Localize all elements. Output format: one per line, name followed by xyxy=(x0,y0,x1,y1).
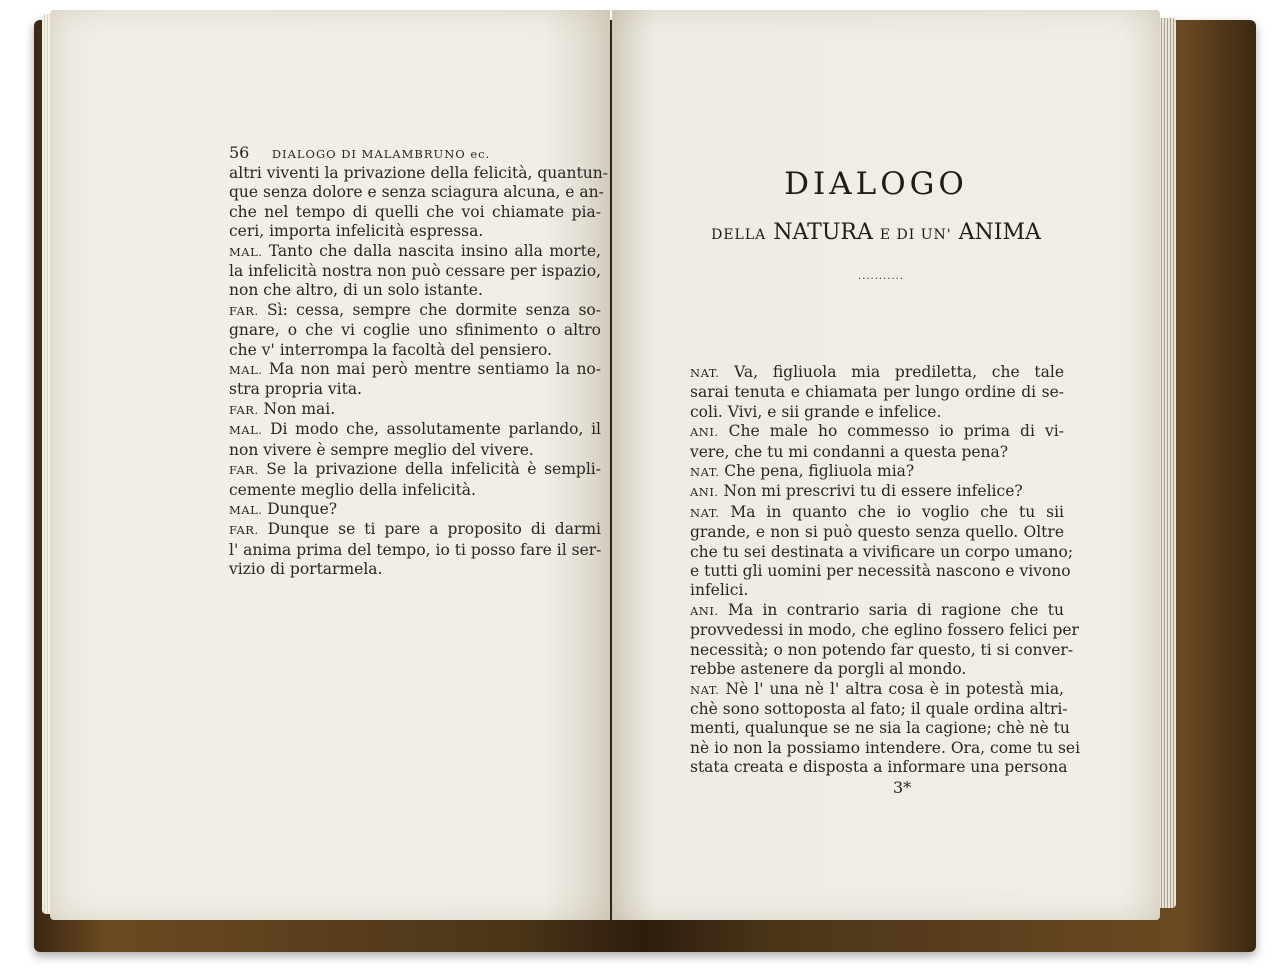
left-page-line xyxy=(229,341,601,360)
subtitle-word-2: NATURA xyxy=(773,220,873,245)
left-page-line xyxy=(229,203,601,222)
line-text: Ma in quanto che io voglio che tu sii xyxy=(719,502,1064,521)
right-page-line xyxy=(690,462,1064,482)
speaker-label: FAR. xyxy=(229,402,259,417)
line-text: sarai tenuta e chiamata per lungo ordine di se- xyxy=(690,383,1064,402)
left-page-line xyxy=(229,222,601,241)
right-page-line xyxy=(690,422,1064,442)
left-page-line xyxy=(229,460,601,480)
left-page-line xyxy=(229,281,601,300)
speaker-label: MAL. xyxy=(229,502,263,517)
speaker-label: MAL. xyxy=(229,423,263,438)
line-text: rebbe astenere da porgli al mondo. xyxy=(690,660,967,679)
line-text: provvedessi in modo, che eglino fossero felici per xyxy=(690,621,1079,640)
speaker-label: NAT. xyxy=(690,366,720,380)
left-page-line xyxy=(229,360,601,380)
line-text: Dunque? xyxy=(262,499,338,518)
speaker-label: ANI. xyxy=(690,603,719,618)
line-text: l' anima prima del tempo, io ti posso fare il ser- xyxy=(229,540,602,559)
left-page-line xyxy=(229,420,601,440)
right-page-line xyxy=(690,542,1074,562)
left-page-line xyxy=(229,541,601,560)
line-text: Ma non mai però mentre sentiamo la no- xyxy=(262,360,601,379)
line-text: stra propria vita. xyxy=(229,380,362,399)
line-text: gnare, o che vi coglie uno sfinimento o altro xyxy=(229,321,601,340)
left-page-line xyxy=(229,183,604,202)
right-page-line xyxy=(690,443,1064,462)
right-page-line xyxy=(690,758,1068,777)
line-text: non che altro, di un solo istante. xyxy=(229,281,483,300)
right-page-line xyxy=(690,680,1064,700)
right-page-line xyxy=(690,738,1081,758)
speaker-label: MAL. xyxy=(229,363,263,378)
line-text: vizio di portarmela. xyxy=(229,560,383,579)
right-page-line xyxy=(690,699,1068,719)
line-text: ceri, importa infelicità espressa. xyxy=(229,222,484,241)
speaker-label: FAR. xyxy=(229,463,259,478)
line-text: Di modo che, assolutamente parlando, il xyxy=(262,420,601,439)
speaker-label: FAR. xyxy=(229,303,259,318)
ornament-rule: ........... xyxy=(858,271,904,282)
line-text: altri viventi la privazione della felicità, quantun- xyxy=(229,164,608,182)
line-text: coli. Vivi, e sii grande e infelice. xyxy=(690,402,942,421)
right-page-line xyxy=(690,660,1064,679)
line-text: necessità; o non potendo far questo, ti si conver- xyxy=(690,640,1074,659)
right-page-line xyxy=(690,719,1070,738)
speaker-label: MAL. xyxy=(229,244,263,259)
line-text: che v' interrompa la facoltà del pensiero. xyxy=(229,340,552,359)
right-page-line xyxy=(690,562,1071,581)
line-text: stata creata e disposta a informare una persona xyxy=(690,758,1068,777)
signature-mark: 3* xyxy=(893,778,912,797)
line-text: Nè l' una nè l' altra cosa è in potestà mia, xyxy=(719,679,1064,698)
speaker-label: ANI. xyxy=(690,425,719,440)
left-page-line xyxy=(229,400,601,420)
left-page-line xyxy=(229,441,601,460)
right-page-line xyxy=(690,503,1064,523)
title-text: DIALOGO xyxy=(784,166,968,202)
right-page-line xyxy=(690,383,1064,402)
subtitle-word-4: ANIMA xyxy=(958,220,1041,245)
line-text: Che male ho commesso io prima di vi- xyxy=(718,422,1064,441)
line-text: Sì: cessa, sempre che dormite senza so- xyxy=(258,300,601,319)
left-page-line xyxy=(229,321,601,340)
line-text: cemente meglio della infelicità. xyxy=(229,480,476,499)
right-page-line xyxy=(690,523,1064,542)
right-page-text xyxy=(690,363,1081,778)
left-page-line xyxy=(229,481,601,500)
left-page-line xyxy=(229,262,601,281)
right-page-line xyxy=(690,581,1064,600)
right-page-line xyxy=(690,640,1074,660)
left-page-line xyxy=(229,380,601,399)
line-text: Tanto che dalla nascita insino alla morte, xyxy=(262,241,601,260)
left-page-line xyxy=(229,500,601,520)
left-page-line xyxy=(229,520,601,540)
right-page-line xyxy=(690,403,1064,422)
left-page-text xyxy=(229,164,608,580)
speaker-label: NAT. xyxy=(690,465,720,480)
speaker-label: ANI. xyxy=(690,485,719,500)
line-text: Che pena, figliuola mia? xyxy=(719,462,915,481)
subtitle-word-1: DELLA xyxy=(711,227,767,243)
line-text: menti, qualunque se ne sia la cagione; chè nè tu xyxy=(690,719,1070,738)
line-text: Dunque se ti pare a proposito di darmi xyxy=(258,520,601,539)
line-text: Non mai. xyxy=(258,399,336,418)
chapter-title xyxy=(690,166,1062,202)
line-text: che tu sei destinata a vivificare un corpo umano; xyxy=(690,542,1074,561)
line-text: infelici. xyxy=(690,581,749,600)
running-head: DIALOGO DI MALAMBRUNO ec. xyxy=(271,147,491,161)
left-page-line xyxy=(229,164,608,183)
left-page-line xyxy=(229,242,601,262)
left-page-line xyxy=(229,301,601,321)
line-text: que senza dolore e senza sciagura alcuna, e an- xyxy=(229,183,604,202)
line-text: vere, che tu mi condanni a questa pena? xyxy=(690,442,1009,461)
line-text: grande, e non si può questo senza quello. Oltre xyxy=(690,523,1064,542)
left-page-line xyxy=(229,560,601,579)
left-running-head xyxy=(229,143,529,162)
line-text: Ma in contrario saria di ragione che tu xyxy=(718,600,1064,619)
speaker-label: NAT. xyxy=(690,505,720,520)
right-page-line xyxy=(690,482,1064,502)
right-page-line xyxy=(690,621,1079,640)
line-text: chè sono sottoposta al fato; il quale ordina altri- xyxy=(690,699,1068,718)
right-page-line xyxy=(690,363,1064,383)
subtitle-word-3: E DI UN' xyxy=(879,227,952,243)
line-text: Non mi prescrivi tu di essere infelice? xyxy=(718,482,1023,501)
speaker-label: NAT. xyxy=(690,682,720,697)
line-text: che nel tempo di quelli che voi chiamate pia- xyxy=(229,202,601,221)
line-text: la infelicità nostra non può cessare per ispazio, xyxy=(229,262,601,281)
right-page-line xyxy=(690,601,1064,621)
speaker-label: FAR. xyxy=(229,523,259,538)
chapter-subtitle xyxy=(690,220,1062,245)
line-text: Va, figliuola mia prediletta, che tale xyxy=(719,363,1064,381)
line-text: nè io non la possiamo intendere. Ora, come tu sei xyxy=(690,738,1081,757)
page-number: 56 xyxy=(229,143,250,162)
line-text: non vivere è sempre meglio del vivere. xyxy=(229,440,534,459)
line-text: e tutti gli uomini per necessità nascono e vivono xyxy=(690,562,1071,581)
line-text: Se la privazione della infelicità è sempli- xyxy=(258,460,601,479)
